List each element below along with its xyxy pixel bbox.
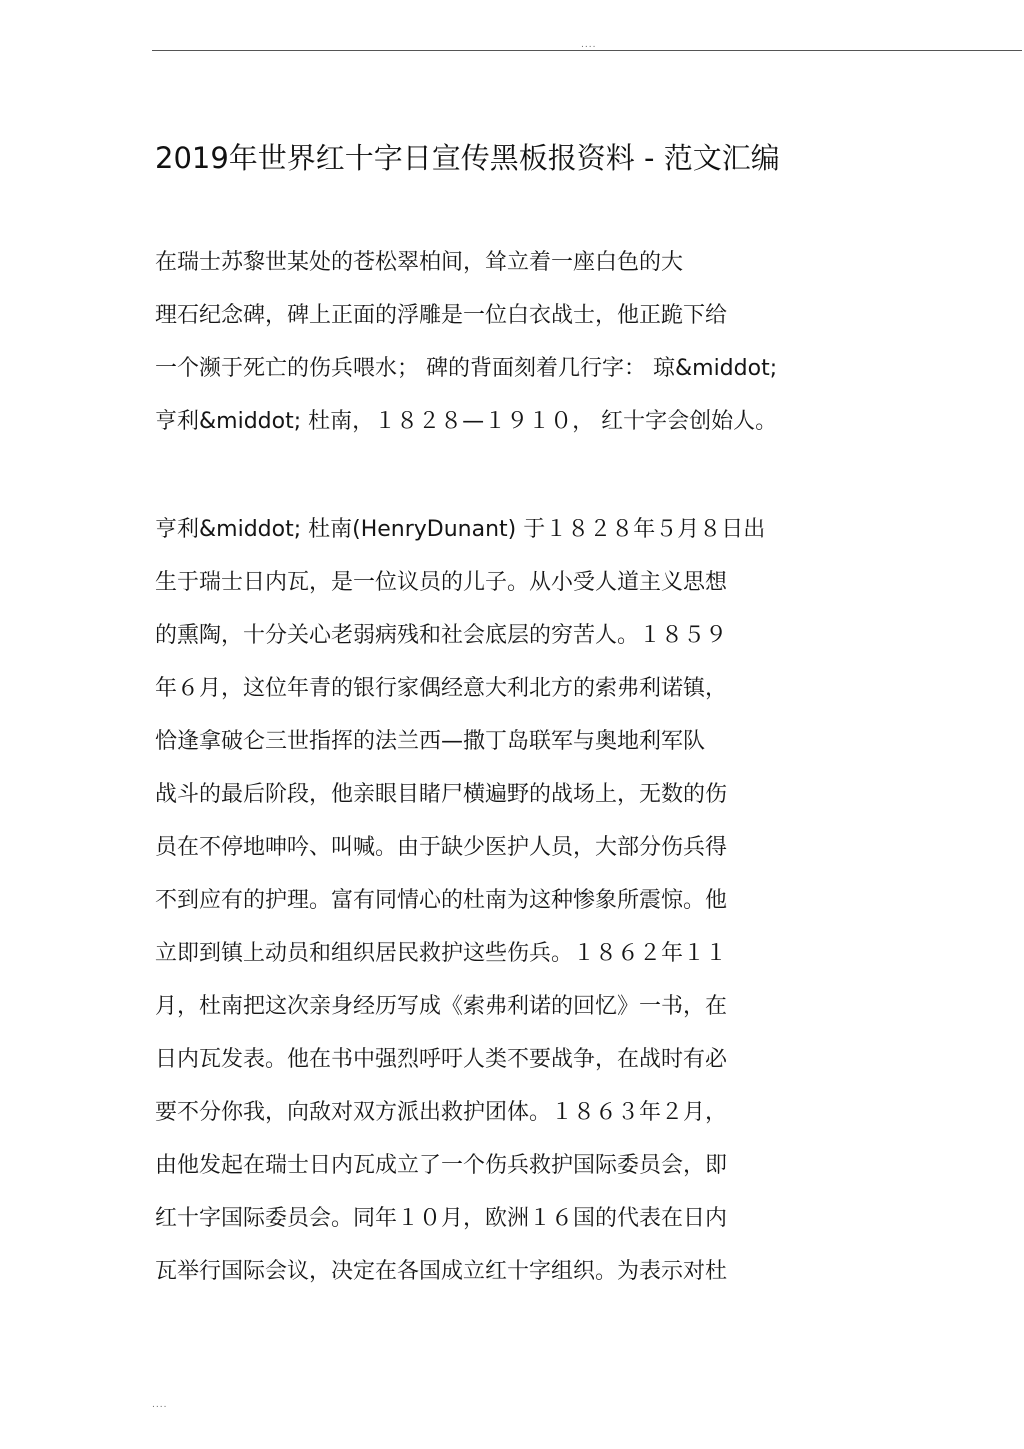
text-line: 战斗的最后阶段，他亲眼目睹尸横遍野的战场上，无数的伤 xyxy=(155,782,728,807)
text-line: 理石纪念碑，碑上正面的浮雕是一位白衣战士，他正跪下给 xyxy=(155,303,728,328)
text-line: 亨利&middot; 杜南(HenryDunant) 于１８２８年５月８日出 xyxy=(155,517,766,542)
text-line: 要不分你我，向敌对双方派出救护团体。１８６３年２月， xyxy=(155,1100,728,1125)
text-line: 年６月，这位年青的银行家偶经意大利北方的索弗利诺镇， xyxy=(155,676,728,701)
document-title: 2019年世界红十字日宣传黑板报资料 - 范文汇编 xyxy=(155,141,780,175)
text-line: 月，杜南把这次亲身经历写成《索弗利诺的回忆》一书，在 xyxy=(155,994,728,1019)
text-line: 由他发起在瑞士日内瓦成立了一个伤兵救护国际委员会，即 xyxy=(155,1153,728,1178)
text-line: 亨利&middot; 杜南，１８２８—１９１０， 红十字会创始人。 xyxy=(155,409,778,434)
text-line: 在瑞士苏黎世某处的苍松翠柏间，耸立着一座白色的大 xyxy=(155,250,684,275)
text-line: 瓦举行国际会议，决定在各国成立红十字组织。为表示对杜 xyxy=(155,1259,728,1284)
paragraph-biography xyxy=(155,503,875,1298)
header-marker: .... xyxy=(581,40,597,50)
text-line: 不到应有的护理。富有同情心的杜南为这种惨象所震惊。他 xyxy=(155,888,728,913)
paragraph-intro xyxy=(155,236,875,448)
text-line: 红十字国际委员会。同年１０月，欧洲１６国的代表在日内 xyxy=(155,1206,728,1231)
text-line: 立即到镇上动员和组织居民救护这些伤兵。１８６２年１１ xyxy=(155,941,728,966)
text-line: 恰逢拿破仑三世指挥的法兰西—撒丁岛联军与奥地利军队 xyxy=(155,729,706,754)
text-line: 员在不停地呻吟、叫喊。由于缺少医护人员，大部分伤兵得 xyxy=(155,835,728,860)
text-line: 一个濒于死亡的伤兵喂水； 碑的背面刻着几行字： 琼&middot; xyxy=(155,356,778,381)
header-rule xyxy=(152,50,1022,51)
text-line: 的熏陶，十分关心老弱病残和社会底层的穷苦人。１８５９ xyxy=(155,623,728,648)
footer-marker: .... xyxy=(152,1400,168,1410)
text-line: 日内瓦发表。他在书中强烈呼吁人类不要战争，在战时有必 xyxy=(155,1047,728,1072)
text-line: 生于瑞士日内瓦，是一位议员的儿子。从小受人道主义思想 xyxy=(155,570,728,595)
